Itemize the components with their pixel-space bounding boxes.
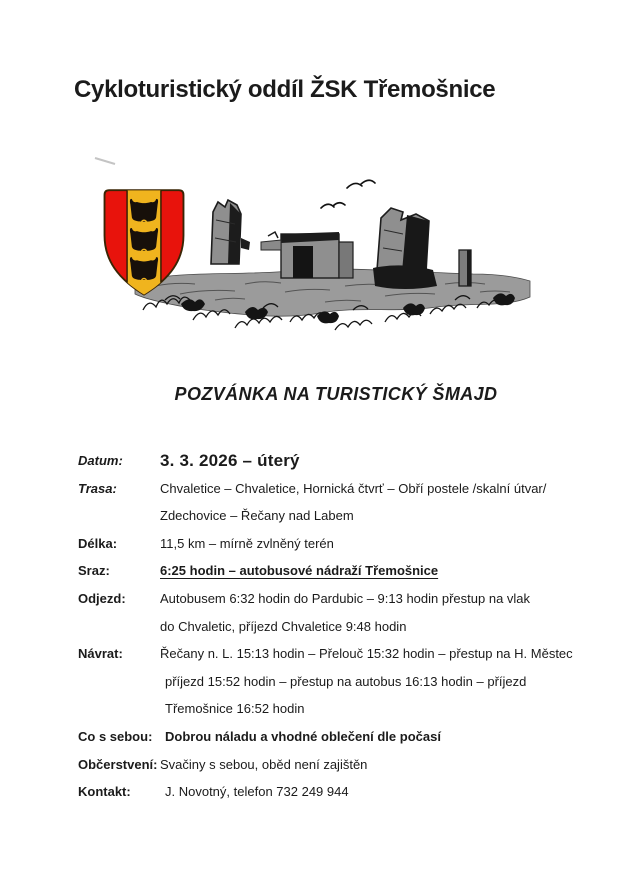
castle-ruins-illustration [85,150,545,340]
small-pillar [459,250,471,286]
detail-line: Svačiny s sebou, oběd není zajištěn [160,756,368,772]
detail-value [160,751,613,779]
detail-row-co-s-sebou [78,723,613,751]
event-details [78,447,613,806]
detail-label: Kontakt: [78,784,131,800]
detail-label: Trasa: [78,480,117,496]
detail-label: Datum: [78,453,123,468]
detail-line: Autobusem 6:32 hodin do Pardubic – 9:13 hodin přestup na vlak [160,590,531,606]
right-tower [373,208,437,289]
detail-row-kontakt [78,778,613,806]
detail-value [160,585,613,640]
smudge-mark [95,158,115,164]
detail-line: 3. 3. 2026 – úterý [160,451,300,470]
detail-line: 11,5 km – mírně zvlněný terén [160,535,334,551]
detail-line: Řečany n. L. 15:13 hodin – Přelouč 15:32 hodin – přestup na H. Městec [160,646,573,662]
bird-icon [347,180,375,188]
detail-line: Chvaletice – Chvaletice, Hornická čtvrť – Obří postele /skalní útvar/ [160,480,547,496]
shield-charges [130,196,158,284]
detail-label: Sraz: [78,563,110,579]
detail-value [160,475,613,530]
detail-value [160,778,613,806]
detail-value [160,447,613,475]
gate-building [261,232,353,278]
detail-value [160,530,613,558]
detail-line: do Chvaletic, příjezd Chvaletice 9:48 hodin [160,618,407,634]
detail-label: Návrat: [78,646,123,662]
detail-label: Občerstvení: [78,756,158,772]
gate-door [293,246,313,278]
left-tower [211,200,250,264]
detail-label: Odjezd: [78,590,126,606]
detail-label: Délka: [78,535,118,551]
detail-value [160,640,613,723]
detail-value [160,723,613,751]
detail-line: Zdechovice – Řečany nad Labem [160,508,354,524]
detail-line: příjezd 15:52 hodin – přestup na autobus 16:13 hodin – příjezd [165,673,527,689]
detail-line: Třemošnice 16:52 hodin [165,701,305,717]
page-title: Cykloturistický oddíl ŽSK Třemošnice [74,76,496,103]
invitation-heading: POZVÁNKA NA TURISTICKÝ ŠMAJD [174,384,498,404]
detail-row-obcerstveni [78,751,613,779]
detail-row-datum [78,447,613,475]
coat-of-arms [97,183,191,299]
detail-row-sraz [78,557,613,585]
detail-row-odjezd [78,585,613,640]
detail-row-trasa [78,475,613,530]
detail-label: Co s sebou: [78,728,153,744]
detail-row-navrat [78,640,613,723]
detail-line: J. Novotný, telefon 732 249 944 [165,784,349,800]
bird-icon [321,203,345,208]
detail-row-delka [78,530,613,558]
detail-line: Dobrou náladu a vhodné oblečení dle počasí [165,728,441,744]
detail-line: 6:25 hodin – autobusové nádraží Třemošnice [160,563,439,579]
detail-value [160,557,613,585]
